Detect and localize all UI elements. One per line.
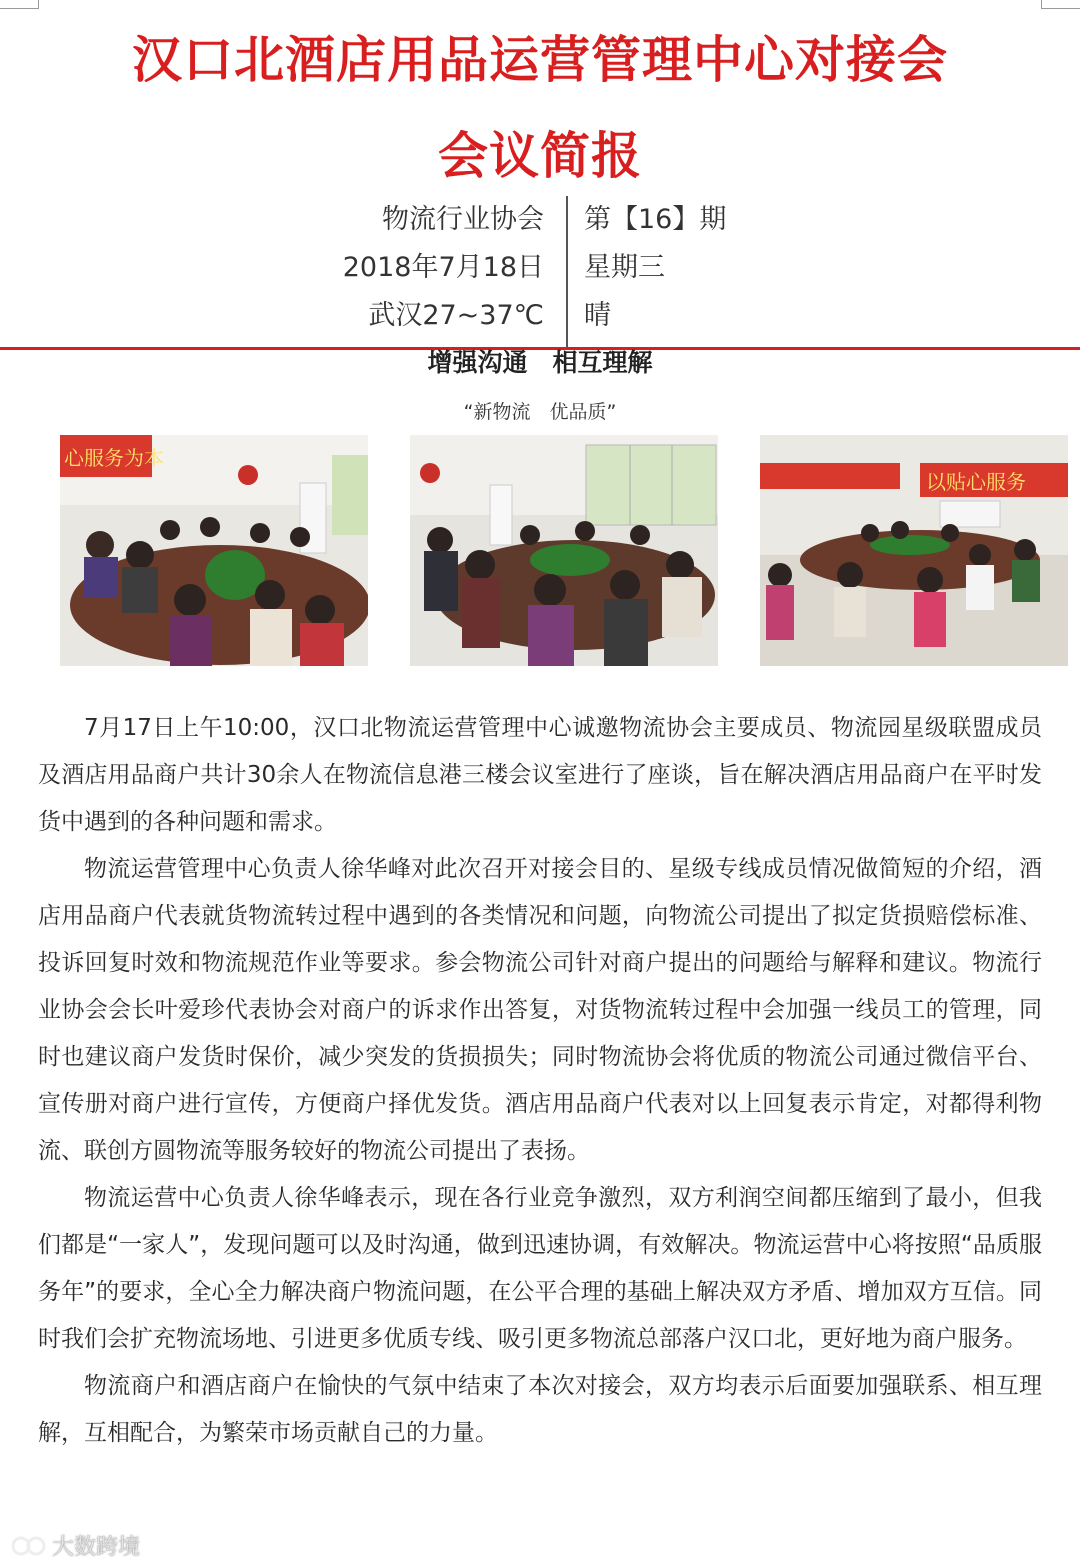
watermark-logo-icon: [10, 1533, 48, 1559]
meta-divider: [566, 196, 568, 348]
meta-left-column: [343, 196, 544, 340]
photo-1-banner: 心服务为本: [64, 446, 164, 470]
meta-weather-temp: 武汉27~37℃: [368, 300, 544, 331]
meta-right-column: [584, 196, 726, 340]
meeting-photo-3: [760, 435, 1068, 666]
meeting-photo-2: [410, 435, 718, 666]
corner-mark-right: [1041, 0, 1080, 9]
section-heading: 增强沟通 相互理解: [427, 348, 653, 377]
paragraph-1: 7月17日上午10:00，汉口北物流运营管理中心诚邀物流协会主要成员、物流园星级联盟成员及酒店用品商户共计30余人在物流信息港三楼会议室进行了座谈，旨在解决酒店用品商户在平时发货中遇到的各种问题和需求。: [38, 715, 1042, 835]
watermark: [10, 1530, 140, 1561]
meta-block: [0, 196, 1080, 348]
meta-issue: 第【16】期: [584, 204, 727, 235]
photo-3-banner: 以贴心服务: [926, 470, 1026, 494]
paragraph-3: 物流运营中心负责人徐华峰表示，现在各行业竞争激烈，双方利润空间都压缩到了最小，但我们都是“一家人”，发现问题可以及时沟通，做到迅速协调，有效解决。物流运营中心将按照“品质服务年”的要求，全心全力解决商户物流问题，在公平合理的基础上解决双方矛盾、增加双方互信。同时我们会扩充物流场地、引进更多优质专线、吸引更多物流总部落户汉口北，更好地为商户服务。: [38, 1185, 1042, 1352]
slogan: “新物流 优品质”: [463, 401, 617, 423]
document-title: 汉口北酒店用品运营管理中心对接会: [132, 31, 948, 89]
paragraph-4: 物流商户和酒店商户在愉快的气氛中结束了本次对接会，双方均表示后面要加强联系、相互理解，互相配合，为繁荣市场贡献自己的力量。: [38, 1373, 1042, 1446]
meta-organizer: 物流行业协会: [382, 204, 544, 235]
watermark-text: 大数跨境: [52, 1535, 141, 1560]
document-subtitle: 会议简报: [438, 127, 642, 185]
meta-date: 2018年7月18日: [342, 252, 544, 283]
meta-weekday: 星期三: [584, 252, 665, 283]
paragraph-2: 物流运营管理中心负责人徐华峰对此次召开对接会目的、星级专线成员情况做简短的介绍，酒店用品商户代表就货物流转过程中遇到的各类情况和问题，向物流公司提出了拟定货损赔偿标准、投诉回复时效和物流规范作业等要求。参会物流公司针对商户提出的问题给与解释和建议。物流行业协会会长叶爱珍代表协会对商户的诉求作出答复，对货物流转过程中会加强一线员工的管理，同时也建议商户发货时保价，减少突发的货损损失；同时物流协会将优质的物流公司通过微信平台、宣传册对商户进行宣传，方便商户择优发货。酒店用品商户代表对以上回复表示肯定，对都得利物流、联创方圆物流等服务较好的物流公司提出了表扬。: [38, 856, 1042, 1164]
meeting-photo-1: [60, 435, 368, 666]
article-body: [38, 705, 1042, 1457]
meta-weather: 晴: [584, 300, 611, 331]
corner-mark-left: [0, 0, 39, 9]
